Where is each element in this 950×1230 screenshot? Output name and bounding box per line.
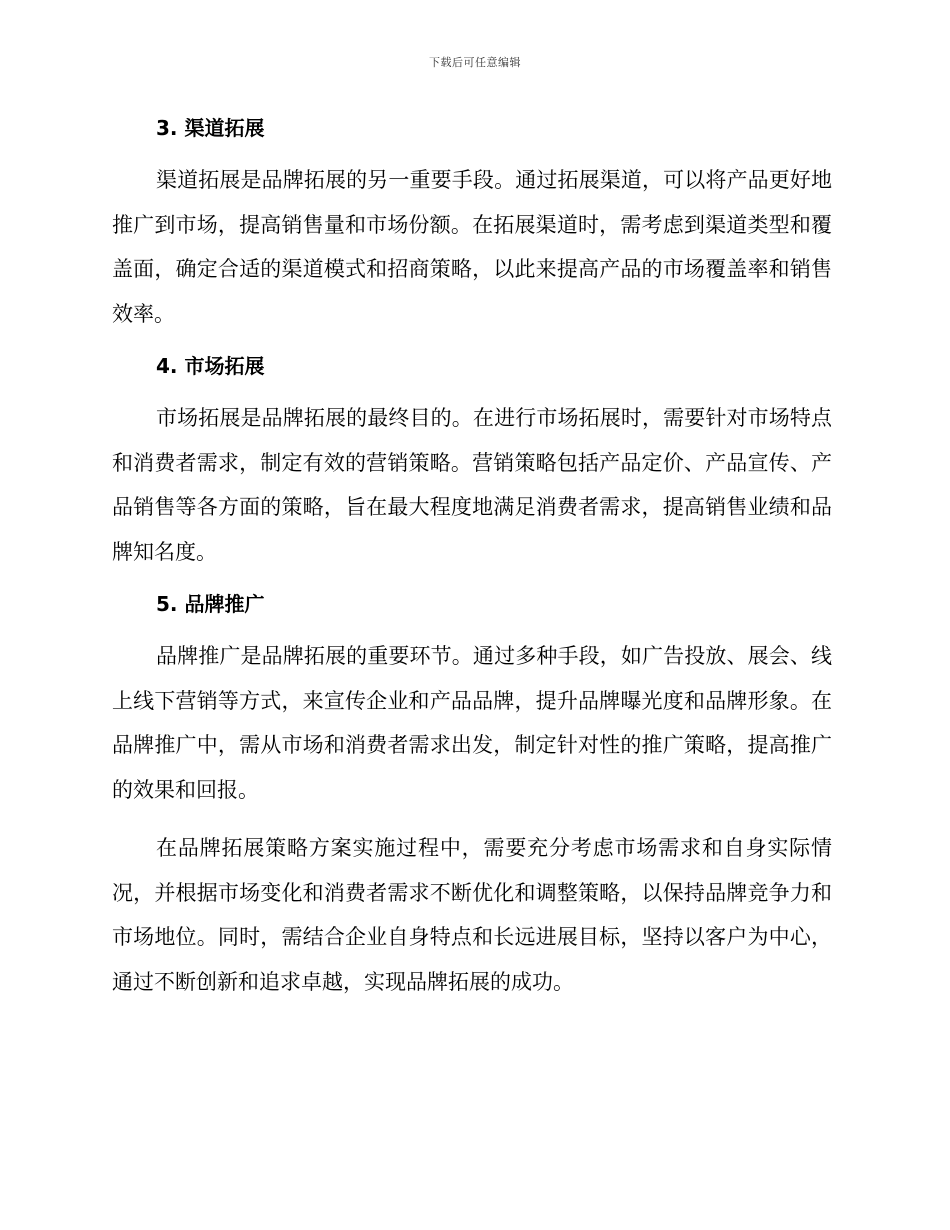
conclusion-paragraph: 在品牌拓展策略方案实施过程中，需要充分考虑市场需求和自身实际情况，并根据市场变化和消费者需求不断优化和调整策略，以保持品牌竞争力和市场地位。同时，需结合企业自身特点和长远进展目标，坚持以客户为中心，通过不断创新和追求卓越，实现品牌拓展的成功。 bbox=[112, 836, 832, 994]
document-body bbox=[112, 112, 832, 1004]
section-paragraph-market: 市场拓展是品牌拓展的最终目的。在进行市场拓展时，需要针对市场特点和消费者需求，制定有效的营销策略。营销策略包括产品定价、产品宣传、产品销售等各方面的策略，旨在最大程度地满足消费者需求，提高销售业绩和品牌知名度。 bbox=[112, 406, 832, 564]
section-heading-market: 4. 市场拓展 bbox=[156, 354, 265, 378]
header-note: 下载后可任意编辑 bbox=[429, 56, 521, 69]
section-paragraph-channel: 渠道拓展是品牌拓展的另一重要手段。通过拓展渠道，可以将产品更好地推广到市场，提高销售量和市场份额。在拓展渠道时，需考虑到渠道类型和覆盖面，确定合适的渠道模式和招商策略，以此来提高产品的市场覆盖率和销售效率。 bbox=[112, 168, 832, 326]
section-heading-channel: 3. 渠道拓展 bbox=[156, 116, 265, 140]
section-paragraph-promotion: 品牌推广是品牌拓展的重要环节。通过多种手段，如广告投放、展会、线上线下营销等方式，来宣传企业和产品品牌，提升品牌曝光度和品牌形象。在品牌推广中，需从市场和消费者需求出发，制定针对性的推广策略，提高推广的效果和回报。 bbox=[112, 644, 832, 802]
section-heading-promotion: 5. 品牌推广 bbox=[156, 592, 265, 616]
